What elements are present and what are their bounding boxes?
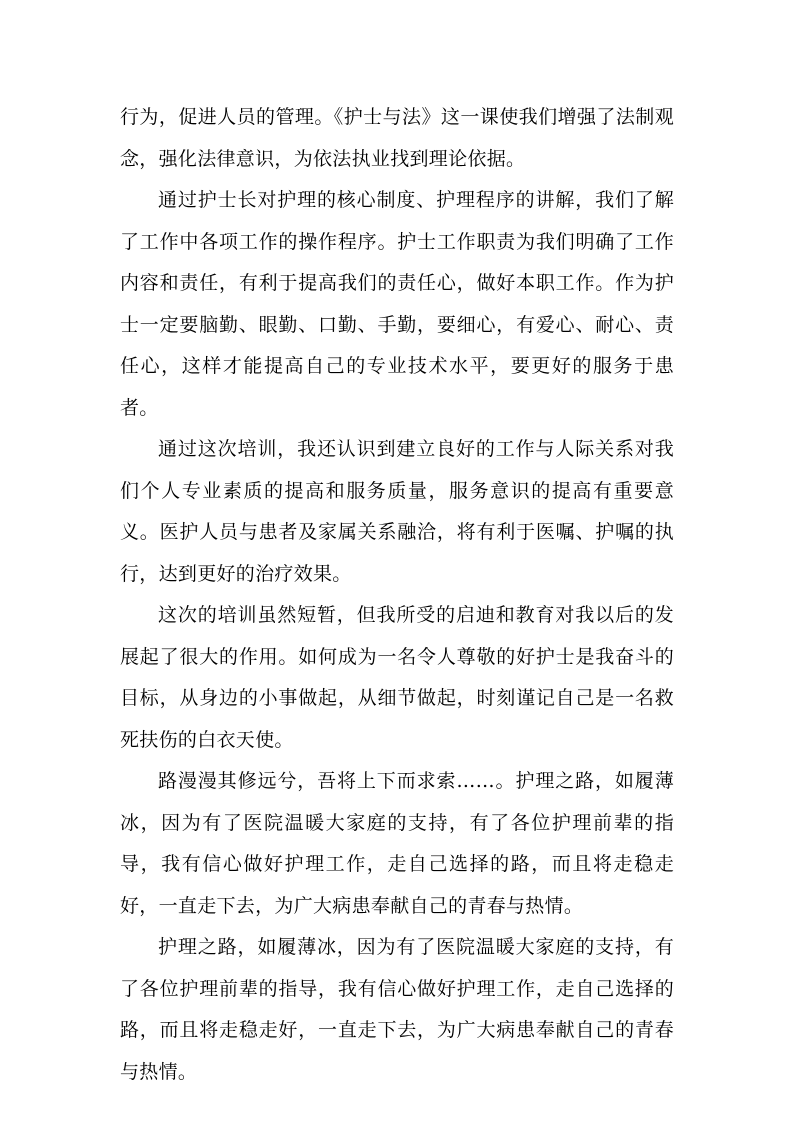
document-body [120, 97, 674, 1093]
paragraph-2: 通过护士长对护理的核心制度、护理程序的讲解，我们了解了工作中各项工作的操作程序。护士工作职责为我们明确了工作内容和责任，有利于提高我们的责任心，做好本职工作。作为护士一定要脑勤、眼勤、口勤、手勤，要细心，有爱心、耐心、责任心，这样才能提高自己的专业技术水平，要更好的服务于患者。 [120, 189, 674, 419]
paragraph-5: 路漫漫其修远兮，吾将上下而求索……。护理之路，如履薄冰，因为有了医院温暖大家庭的支持，有了各位护理前辈的指导，我有信心做好护理工作，走自己选择的路，而且将走稳走好，一直走下去，为广大病患奉献自己的青春与热情。 [120, 770, 674, 917]
paragraph-3: 通过这次培训，我还认识到建立良好的工作与人际关系对我们个人专业素质的提高和服务质量，服务意识的提高有重要意义。医护人员与患者及家属关系融洽，将有利于医嘱、护嘱的执行，达到更好的治疗效果。 [120, 438, 674, 585]
paragraph-6: 护理之路，如履薄冰，因为有了医院温暖大家庭的支持，有了各位护理前辈的指导，我有信心做好护理工作，走自己选择的路，而且将走稳走好，一直走下去，为广大病患奉献自己的青春与热情。 [120, 936, 674, 1083]
paragraph-1: 行为，促进人员的管理。《护士与法》这一课使我们增强了法制观念，强化法律意识，为依法执业找到理论依据。 [120, 106, 674, 170]
paragraph-4: 这次的培训虽然短暂，但我所受的启迪和教育对我以后的发展起了很大的作用。如何成为一名令人尊敬的好护士是我奋斗的目标，从身边的小事做起，从细节做起，时刻谨记自己是一名救死扶伤的白衣天使。 [120, 604, 674, 751]
